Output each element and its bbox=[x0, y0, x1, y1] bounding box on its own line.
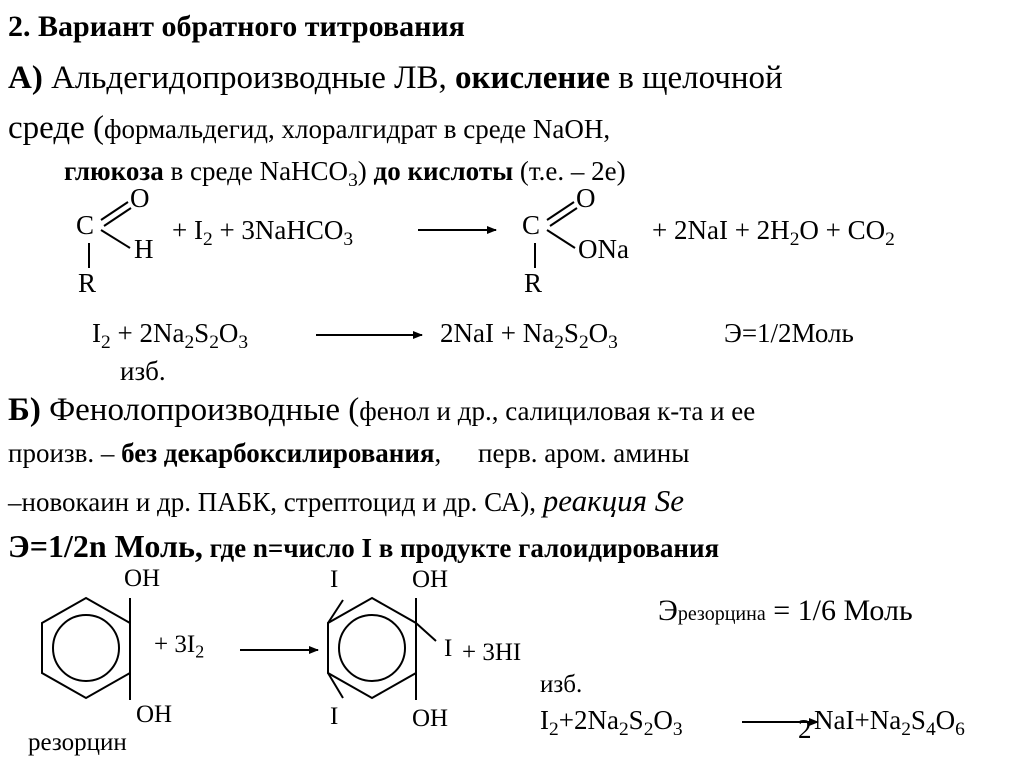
resorcinol-equivalent: Эрезорцина = 1/6 Моль bbox=[658, 594, 913, 627]
r3-resorcinol-name: резорцин bbox=[28, 729, 127, 756]
section-b-line1: Б) Фенолопроизводные (фенол и др., салициловая к-та и ее bbox=[8, 392, 756, 428]
r3-hi-product: + 3HI bbox=[462, 639, 522, 666]
r1-carbon-1: C bbox=[76, 210, 95, 240]
section-b-line4: Э=1/2n Моль, где n=число I в продукте галоидирования bbox=[8, 528, 720, 564]
r1-oxygen-2: O bbox=[576, 183, 596, 213]
r3-iodine-top: I bbox=[330, 566, 339, 593]
section-b-line2: произв. – без декарбоксилирования, перв. аром. амины bbox=[8, 438, 690, 468]
r2-excess-note: изб. bbox=[120, 356, 166, 386]
r3-iodine-bottom: I bbox=[330, 703, 339, 730]
r1-r-group-2: R bbox=[524, 268, 543, 298]
section-a-line2: среде (формальдегид, хлоралгидрат в среде NaOH, bbox=[8, 110, 611, 146]
r4-excess-note: изб. bbox=[540, 671, 583, 698]
triiodoresorcinol-ring bbox=[328, 598, 436, 700]
r2-products: $2NaI + Na_2S_2O_3$ bbox=[440, 318, 618, 353]
page-title: 2. Вариант обратного титрования bbox=[8, 10, 465, 43]
section-b-line3: –новокаин и др. ПАБК, стрептоцид и др. СА), реакция Se bbox=[8, 483, 685, 518]
r3-oh-top-product: OH bbox=[412, 566, 449, 593]
section-a-label: А) bbox=[8, 60, 43, 96]
section-a-line1: А) Альдегидопроизводные ЛВ, окисление в щелочной bbox=[8, 60, 783, 96]
r3-reagent: + $3I_2$ bbox=[154, 631, 205, 662]
r1-oxygen-1: O bbox=[130, 183, 150, 213]
r4-products: $NaI+Na_2S_4O_6$ bbox=[814, 705, 965, 740]
r1-r-group-1: R bbox=[78, 268, 97, 298]
r3-oh-top: OH bbox=[124, 565, 161, 592]
r1-carbon-2: C bbox=[522, 210, 541, 240]
r1-ona-group: ONa bbox=[578, 234, 629, 264]
section-a-line3: глюкоза в среде NaHCO$_3$) до кислоты (т.е. – 2е) bbox=[64, 156, 626, 191]
r4-reactants: $I_2+2Na_2S_2O_3$ bbox=[540, 705, 683, 740]
resorcinol-ring bbox=[42, 598, 130, 700]
r1-carboxylate-bonds bbox=[535, 202, 577, 268]
r3-oh-bottom-product: OH bbox=[412, 705, 449, 732]
section-b-label: Б) bbox=[8, 392, 41, 428]
r3-iodine-right: I bbox=[444, 635, 453, 662]
r1-products: + $2NaI + 2H_2O + CO_2$ bbox=[652, 215, 895, 250]
r1-aldehyde-bonds bbox=[89, 202, 131, 268]
r1-reagents: + $I_2$ + 3NaHCO$_3$ bbox=[172, 215, 354, 250]
r2-reactants: $I_2 + 2Na_2S_2O_3$ bbox=[92, 318, 249, 353]
r3-oh-bottom: OH bbox=[136, 701, 173, 728]
r2-equivalent: Э=1/2Моль bbox=[724, 318, 854, 348]
r1-hydrogen-1: H bbox=[134, 234, 154, 264]
r4-coefficient: 2 bbox=[798, 714, 812, 744]
